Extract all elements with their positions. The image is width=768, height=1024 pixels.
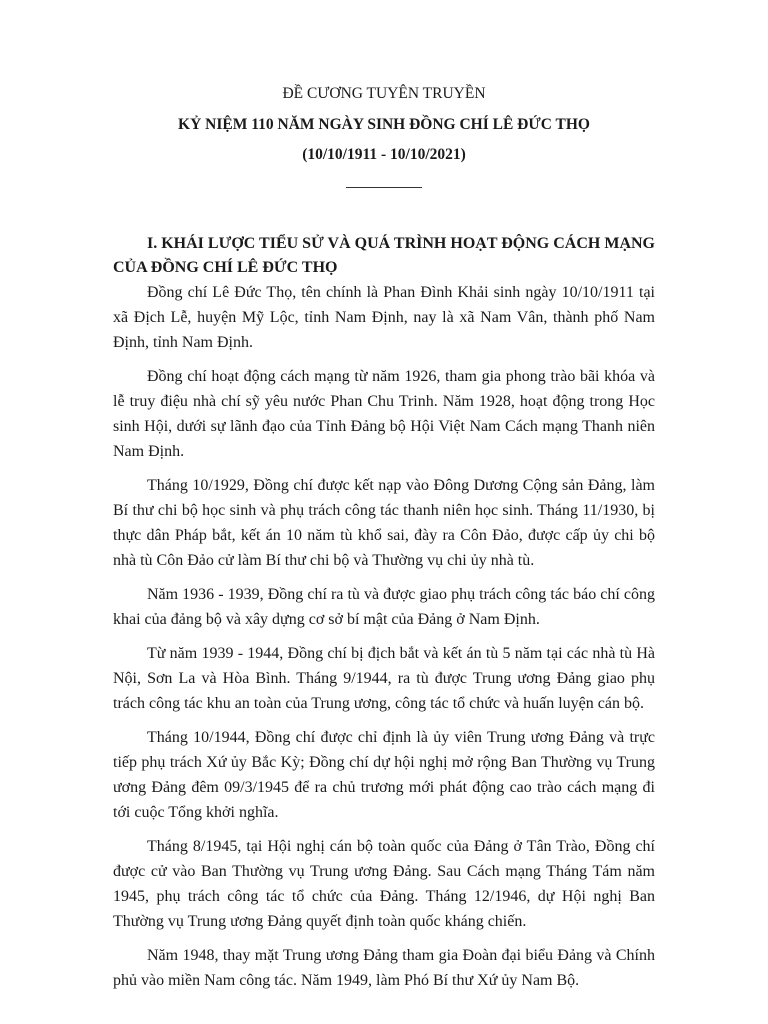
paragraph: Đồng chí hoạt động cách mạng từ năm 1926, tham gia phong trào bãi khóa và lễ truy điệu nhà chí sỹ yêu nước Phan Chu Trinh. Năm 1928, hoạt động trong Học sinh Hội, dưới sự lãnh đạo của Tỉnh Đảng bộ Hội Việt Nam Cách mạng Thanh niên Nam Định.: [113, 368, 655, 460]
document-body: [113, 280, 655, 1002]
paragraph: Năm 1936 - 1939, Đồng chí ra tù và được giao phụ trách công tác báo chí công khai của đảng bộ và xây dựng cơ sở bí mật của Đảng ở Nam Định.: [113, 586, 655, 628]
paragraph: Từ năm 1939 - 1944, Đồng chí bị địch bắt và kết án tù 5 năm tại các nhà tù Hà Nội, Sơn La và Hòa Bình. Tháng 9/1944, ra tù được Trung ương Đảng giao phụ trách công tác khu an toàn của Trung ương, công tác tổ chức và huấn luyện cán bộ.: [113, 645, 655, 712]
paragraph: Đồng chí Lê Đức Thọ, tên chính là Phan Đình Khải sinh ngày 10/10/1911 tại xã Địch Lễ, huyện Mỹ Lộc, tỉnh Nam Định, nay là xã Nam Vân, thành phố Nam Định, tỉnh Nam Định.: [113, 284, 655, 351]
paragraph: Tháng 10/1929, Đồng chí được kết nạp vào Đông Dương Cộng sản Đảng, làm Bí thư chi bộ học sinh và phụ trách công tác thanh niên học sinh. Tháng 11/1930, bị thực dân Pháp bắt, kết án 10 năm tù khổ sai, đày ra Côn Đảo, được cấp ủy chi bộ nhà tù Côn Đảo cử làm Bí thư chi bộ và Thường vụ chi ủy nhà tù.: [113, 477, 655, 569]
paragraph: Tháng 10/1944, Đồng chí được chỉ định là ủy viên Trung ương Đảng và trực tiếp phụ trách Xứ ủy Bắc Kỳ; Đồng chí dự hội nghị mở rộng Ban Thường vụ Trung ương Đảng đêm 09/3/1945 để ra chủ trương mới phát động cao trào cách mạng đi tới cuộc Tổng khởi nghĩa.: [113, 729, 655, 821]
section-heading: I. KHÁI LƯỢC TIỂU SỬ VÀ QUÁ TRÌNH HOẠT ĐỘNG CÁCH MẠNG CỦA ĐỒNG CHÍ LÊ ĐỨC THỌ: [113, 235, 655, 276]
title-divider: [346, 187, 422, 188]
paragraph: Tháng 8/1945, tại Hội nghị cán bộ toàn quốc của Đảng ở Tân Trào, Đồng chí được cử vào Ban Thường vụ Trung ương Đảng. Sau Cách mạng Tháng Tám năm 1945, phụ trách công tác tổ chức của Đảng. Tháng 12/1946, dự Hội nghị Ban Thường vụ Trung ương Đảng quyết định toàn quốc kháng chiến.: [113, 838, 655, 930]
document-main-title: KỶ NIỆM 110 NĂM NGÀY SINH ĐỒNG CHÍ LÊ ĐỨC THỌ: [178, 116, 590, 133]
paragraph: Năm 1948, thay mặt Trung ương Đảng tham gia Đoàn đại biểu Đảng và Chính phủ vào miền Nam công tác. Năm 1949, làm Phó Bí thư Xứ ủy Nam Bộ.: [113, 947, 655, 989]
document-type-title: ĐỀ CƯƠNG TUYÊN TRUYỀN: [282, 85, 486, 102]
document-date-range: (10/10/1911 - 10/10/2021): [302, 146, 466, 163]
